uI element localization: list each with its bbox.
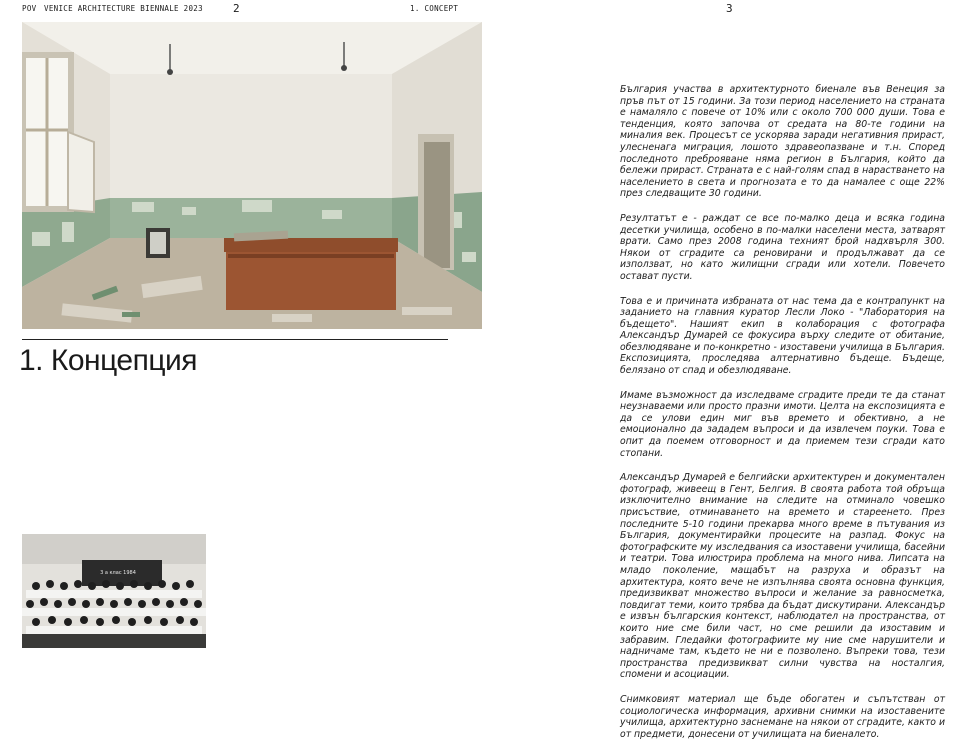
right-page-number: 3 — [726, 2, 733, 15]
paragraph-6: Снимковият материал ще бъде обогатен и съпътстван от социологическа информация, архивни снимки на изоставените училища, архитектурно заснемане на някои от сградите, както и от предмети, донесени от училищата на биеналето. — [620, 693, 945, 740]
main-photo — [22, 22, 482, 329]
paragraph-3: Това е и причината избраната от нас тема да е контрапункт на заданието на главния куратор Лесли Локо - "Лаборатория на бъдещето". Нашият екип в колаборация с фотографа Александър Думарей се фокусира върху следите от обитание, обезлюдяване и по-конкретно - изоставени училища в България. Експозицията, проследява алтернативно бъдеще. Бъдеще, белязано от спад и обезлюдяване. — [620, 295, 945, 377]
paragraph-4: Имаме възможност да изследваме сградите преди те да станат неузнаваеми или просто празни имоти. Целта на експозицията е да се улови един миг във времето и обективно, а не емоционално да зададем въпроси и да извлечем поуки. Това е опит да поемем отговорност и да приемем тези сгради като стопани. — [620, 389, 945, 459]
header-brand: POV — [22, 4, 37, 13]
left-page-number: 2 — [233, 2, 240, 15]
abandoned-classroom-image — [22, 22, 482, 329]
paragraph-1: България участва в архитектурното биенале във Венеция за пръв път от 15 години. За този период населението на страната е намаляло с повече от 10% или с около 700 000 души. Това е тенденция, която започва от средата на 80-те години на миналия век. Процесът се ускорява заради негативния прираст, улесненага миграция, лошото здравеопазване и т.н. Според последното преброяване няма регион в България, който да бележи прираст. Страната е с най-голям спад в нарастването на населението в света и прогнозата е то да намалее с още 22% през следващите 30 години. — [620, 84, 945, 200]
paragraph-5: Александър Думарей е белгийски архитектурен и документален фотограф, живеещ в Гент, Белгия. В своята работа той обръща изключително внимание на следите на отминало човешко присъствие, отминаването на времето и стареенето. През последните 5-10 години прекарва много време в пътувания из България, документирайки процесите на разпад. Фокус на фотографските му изследвания са изоставени училища, басейни и театри. Това илюстрира проблема на много нива. Липсата на младо поколение, мащабът на разруха и образът на архитектура, която вече не изпълнява своята основна функция, предизвикват множество въпроси и желание за равносметка, повдигат теми, които трябва да бъдат дискутирани. Александър е извън българския контекст, наблюдател на пространства, от които ние сме били част, но сме решили да изоставим и забравим. Гледайки фотографиите му ние сме нарушители и надничаме там, където не ни е позволено. Въпреки това, тези пространства предизвикват силни чувства на носталгия, спомени и асоциации. — [620, 472, 945, 681]
header-publication: VENICE ARCHITECTURE BIENNALE 2023 — [44, 4, 203, 13]
paragraph-2: Резултатът е - раждат се все по-малко деца и всяка година десетки училища, особено в по-малки населени места, затварят врати. Само през 2008 година техният брой надхвърля 300. Някои от сградите са ренoвирани и продължават да се използват, но като жилищни сгради или хотели. Повечето остават пусти. — [620, 212, 945, 282]
archival-class-photo — [22, 534, 206, 648]
header-section: 1. CONCEPT — [410, 4, 459, 13]
section-title: 1. Концепция — [19, 344, 198, 377]
blackboard-text: 3 а клас 1984 — [100, 570, 136, 576]
title-rule — [22, 339, 448, 340]
body-text — [620, 84, 945, 753]
class-photo-image — [22, 534, 206, 648]
